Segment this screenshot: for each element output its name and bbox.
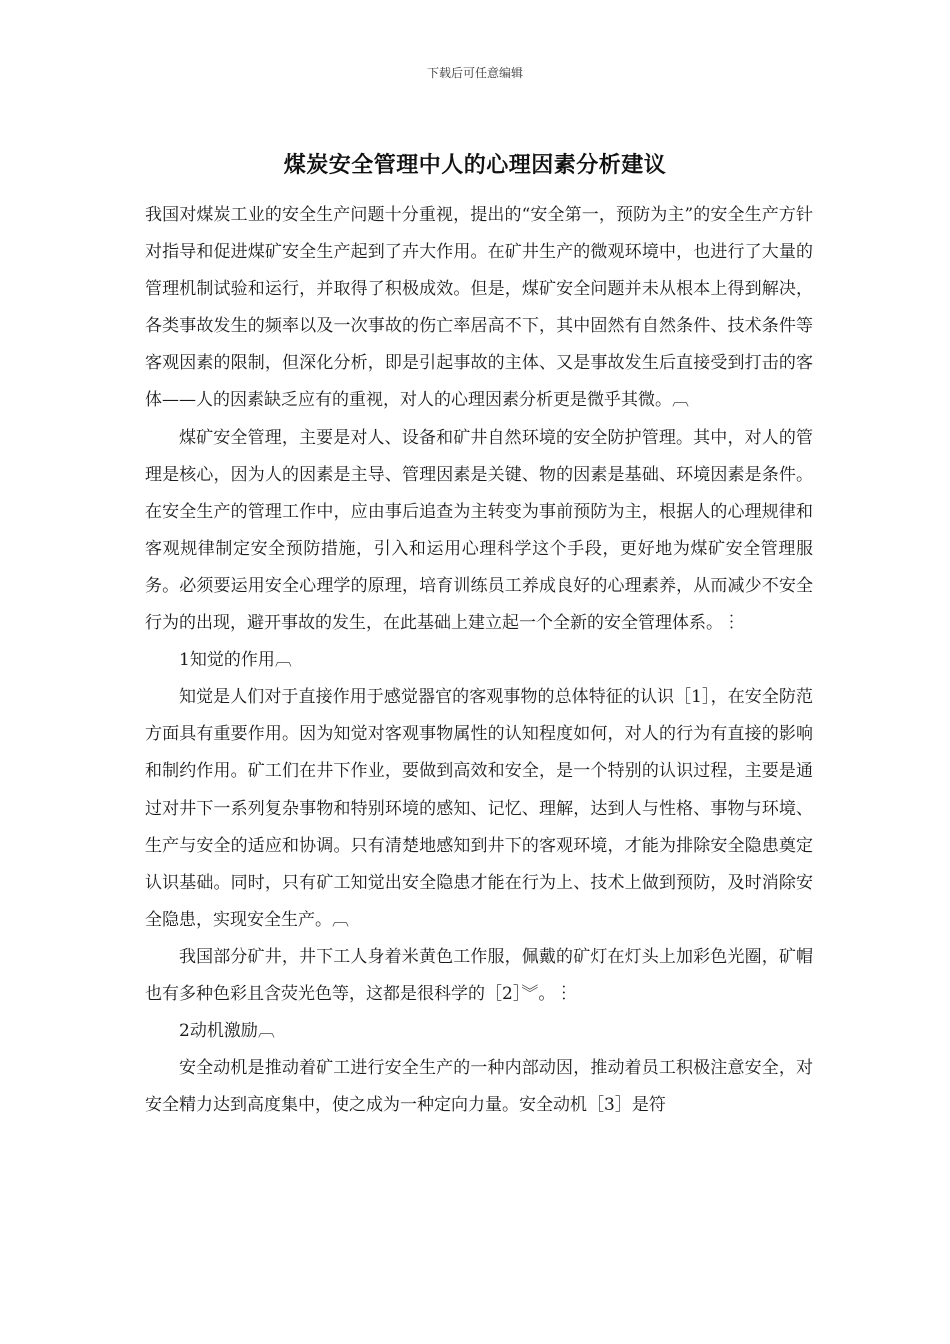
paragraph-perception: 知觉是人们对于直接作用于感觉器官的客观事物的总体特征的认识［1］，在安全防范方面具有重要作用。因为知觉对客观事物属性的认知程度如何，对人的行为有直接的影响和制约作用。矿工们在井下作业，要做到高效和安全，是一个特别的认识过程，主要是通过对井下一系列复杂事物和特别环境的感知、记忆、理解，达到人与性格、事物与环境、生产与安全的适应和协调。只有清楚地感知到井下的客观环境，才能为排除安全隐患奠定认识基础。同时，只有矿工知觉出安全隐患才能在行为上、技术上做到预防，及时消除安全隐患，实现安全生产。︹ xyxy=(145,687,813,930)
paragraph-motivation: 安全动机是推动着矿工进行安全生产的一种内部动因，推动着员工积极注意安全，对安全精力达到高度集中，使之成为一种定向力量。安全动机［3］是符 xyxy=(145,1058,813,1116)
paragraph-intro: 我国对煤炭工业的安全生产问题十分重视，提出的“安全第一，预防为主”的安全生产方针对指导和促进煤矿安全生产起到了卉大作用。在矿井生产的微观环境中，也进行了大量的管理机制试验和运行，并取得了积极成效。但是，煤矿安全问题并未从根本上得到解决，各类事故发生的频率以及一次事故的伤亡率居高不下，其中固然有自然条件、技术条件等客观因素的限制，但深化分析，即是引起事故的主体、又是事故发生后直接受到打击的客体——人的因素缺乏应有的重视，对人的心理因素分析更是微乎其微。︹ xyxy=(145,205,813,411)
page-header-note: 下载后可任意编辑 xyxy=(426,66,523,80)
paragraph-safety-management: 煤矿安全管理，主要是对人、设备和矿井自然环境的安全防护管理。其中，对人的管理是核心，因为人的因素是主导、管理因素是关键、物的因素是基础、环境因素是条件。在安全生产的管理工作中，应由事后追查为主转变为事前预防为主，根据人的心理规律和客观规律制定安全预防措施，引入和运用心理科学这个手段，更好地为煤矿安全管理服务。必须要运用安全心理学的原理，培育训练员工养成良好的心理素养，从而减少不安全行为的出现，避开事故的发生，在此基础上建立起一个全新的安全管理体系。︙ xyxy=(145,427,813,634)
section-heading-perception: 1知觉的作用︹ xyxy=(179,650,292,671)
section-heading-motivation: 2动机激励︹ xyxy=(179,1021,275,1042)
document-title: 煤炭安全管理中人的心理因素分析建议 xyxy=(283,153,667,178)
paragraph-mine-colors: 我国部分矿井，井下工人身着米黄色工作服，佩戴的矿灯在灯头上加彩色光圈，矿帽也有多种色彩且含荧光色等，这都是很科学的［2］︾。︙ xyxy=(145,946,813,1004)
document-body xyxy=(145,197,813,1124)
